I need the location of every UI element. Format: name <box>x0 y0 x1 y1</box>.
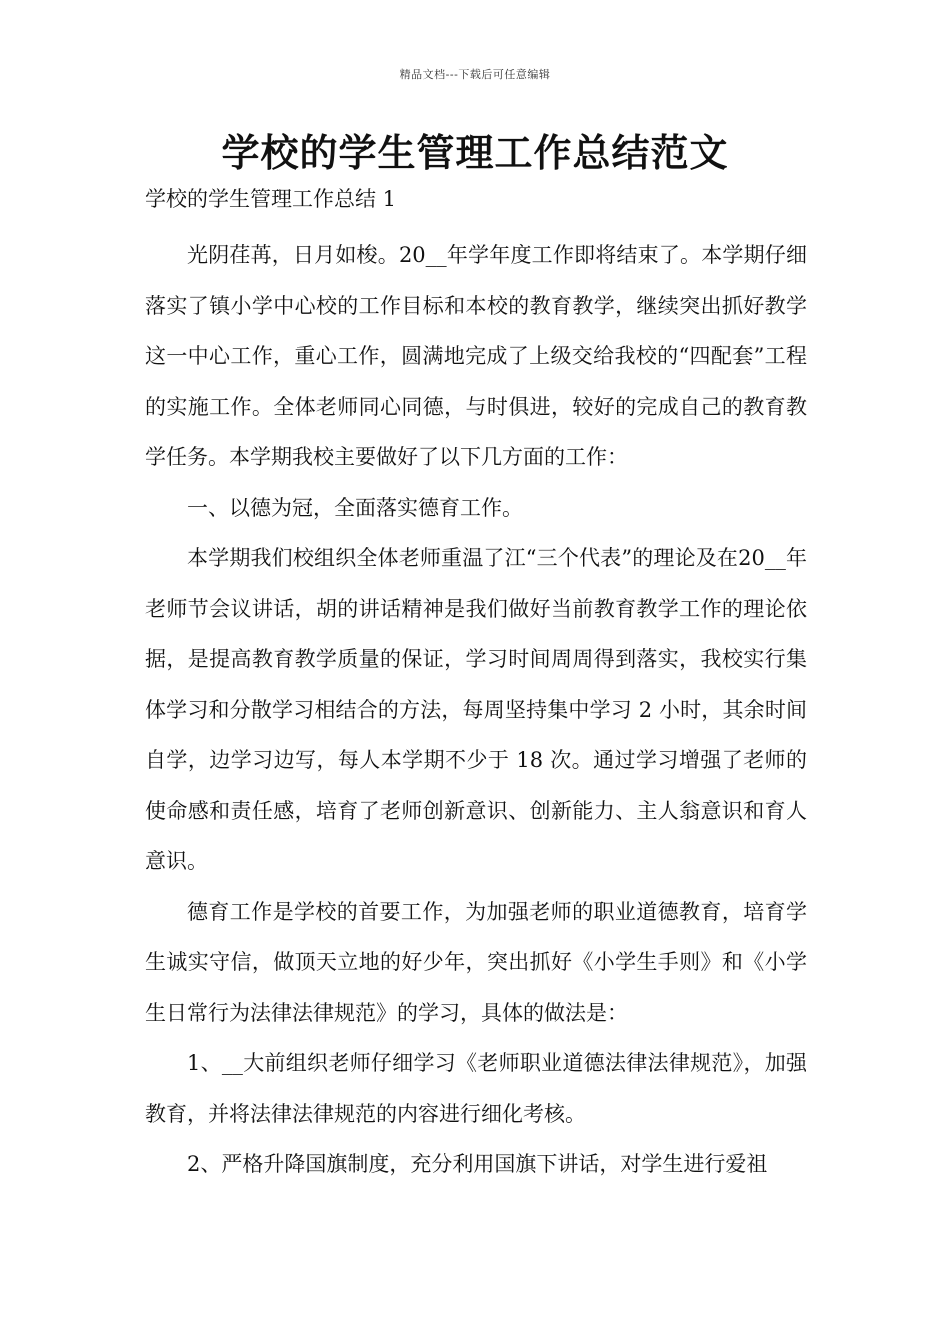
header-note: 精品文档---下载后可任意编辑 <box>399 68 551 81</box>
paragraph: 一、以德为冠，全面落实德育工作。 <box>187 495 523 520</box>
paragraph: 2、严格升降国旗制度，充分利用国旗下讲话，对学生进行爱祖 <box>187 1152 768 1176</box>
document-body <box>145 230 807 1190</box>
paragraph: 1、__大前组织老师仔细学习《老师职业道德法律法律规范》，加强教育，并将法律法律规范的内容进行细化考核。 <box>145 1051 807 1126</box>
section-subtitle: 学校的学生管理工作总结 1 <box>145 187 397 211</box>
paragraph: 本学期我们校组织全体老师重温了江“三个代表”的理论及在20__年老师节会议讲话，胡的讲话精神是我们做好当前教育教学工作的理论依据，是提高教育教学质量的保证，学习时间周周得到落实，我校实行集体学习和分散学习相结合的方法，每周坚持集中学习 2 小时，其余时间自学，边学习边写，每人本学期不少于 18 次。通过学习增强了老师的使命感和责任感，培育了老师创新意识、创新能力、主人翁意识和育人意识。 <box>145 546 807 873</box>
paragraph: 光阴荏苒，日月如梭。20__年学年度工作即将结束了。本学期仔细落实了镇小学中心校的工作目标和本校的教育教学，继续突出抓好教学这一中心工作，重心工作，圆满地完成了上级交给我校的“四配套”工程的实施工作。全体老师同心同德，与时俱进，较好的完成自己的教育教学任务。本学期我校主要做好了以下几方面的工作： <box>145 243 807 469</box>
document-title: 学校的学生管理工作总结范文 <box>221 131 729 175</box>
paragraph: 德育工作是学校的首要工作，为加强老师的职业道德教育，培育学生诚实守信，做顶天立地的好少年，突出抓好《小学生手则》和《小学生日常行为法律法律规范》的学习，具体的做法是： <box>145 899 807 1025</box>
